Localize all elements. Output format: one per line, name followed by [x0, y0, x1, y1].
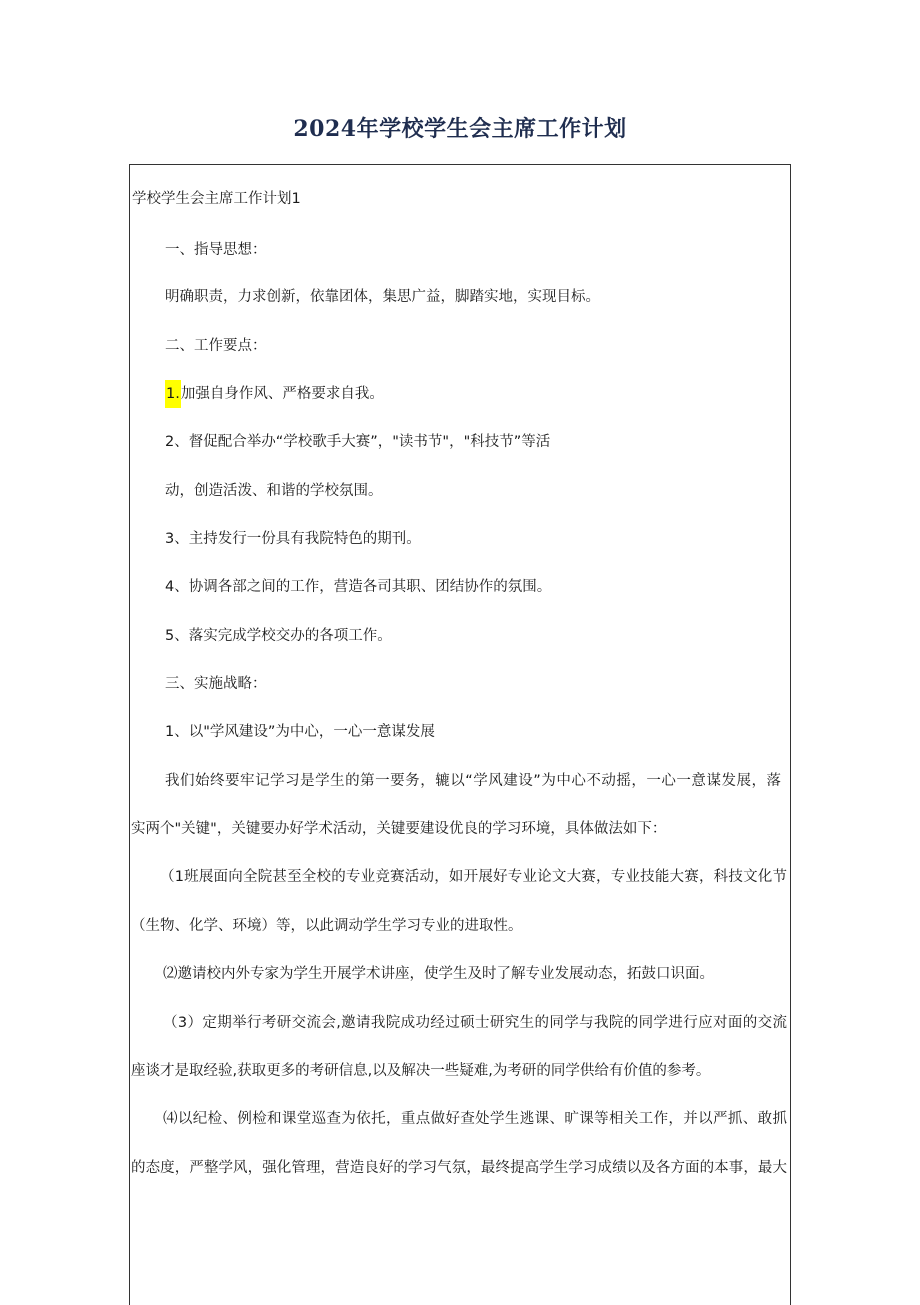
- list-item-2: 2、督促配合举办“学校歌手大赛”，"读书节"，"科技节”等活: [165, 434, 551, 450]
- list-item-5: 5、落实完成学校交办的各项工作。: [165, 628, 392, 644]
- paragraph: （生物、化学、环境）等，以此调动学生学习专业的进取性。: [131, 918, 523, 934]
- paragraph: 我们始终要牢记学习是学生的第一要务，辘以“学风建设”为中心不动摇，一心一意谋发展，落: [165, 773, 781, 789]
- list-item-2-cont: 动，创造活泼、和谐的学校氛围。: [165, 483, 383, 499]
- paragraph: （1班展面向全院甚至全校的专业竞赛活动，如开展好专业论文大赛，专业技能大赛，科技文化节: [160, 869, 787, 885]
- paragraph: 座谈才是取经验,获取更多的考研信息,以及解决一些疑难,为考研的同学供给有价值的参考。: [131, 1063, 711, 1079]
- list-item-3: 3、主持发行一份具有我院特色的期刊。: [165, 531, 421, 547]
- paragraph: ⑵邀请校内外专家为学生开展学术讲座，使学生及时了解专业发展动态，拓鼓口识面。: [163, 966, 714, 982]
- highlight-mark: 1.: [165, 380, 181, 408]
- document-title: 2024年学校学生会主席工作计划: [293, 116, 627, 142]
- heading-strategy: 三、实施战略：: [165, 676, 267, 692]
- paragraph: 明确职责，力求创新，依靠团体，集思广益，脚踏实地，实现目标。: [165, 289, 600, 305]
- list-item-4: 4、协调各部之间的工作，营造各司其职、团结协作的氛围。: [165, 579, 552, 595]
- list-item-1-text: 加强自身作风、严格要求自我。: [180, 386, 384, 402]
- paragraph: ⑷以纪检、例检和课堂巡查为依托，重点做好查处学生逃课、旷课等相关工作，并以严抓、敢抓: [163, 1111, 787, 1127]
- paragraph: 实两个"关键"，关键要办好学术活动，关键要建设优良的学习环境，具体做法如下：: [131, 821, 667, 837]
- heading-guiding-ideology: 一、指导思想：: [165, 242, 267, 258]
- strategy-item-1: 1、以"学风建设”为中心，一心一意谋发展: [165, 724, 435, 740]
- list-item-1: [165, 384, 384, 404]
- paragraph: 的态度，严整学风，强化管理，营造良好的学习气氛，最终提高学生学习成绩以及各方面的本事，最大: [131, 1160, 787, 1176]
- heading-work-points: 二、工作要点：: [165, 338, 267, 354]
- paragraph: （3）定期举行考研交流会,邀请我院成功经过硕士研究生的同学与我院的同学进行应对面的交流: [163, 1015, 787, 1031]
- section-heading: 学校学生会主席工作计划1: [132, 191, 301, 207]
